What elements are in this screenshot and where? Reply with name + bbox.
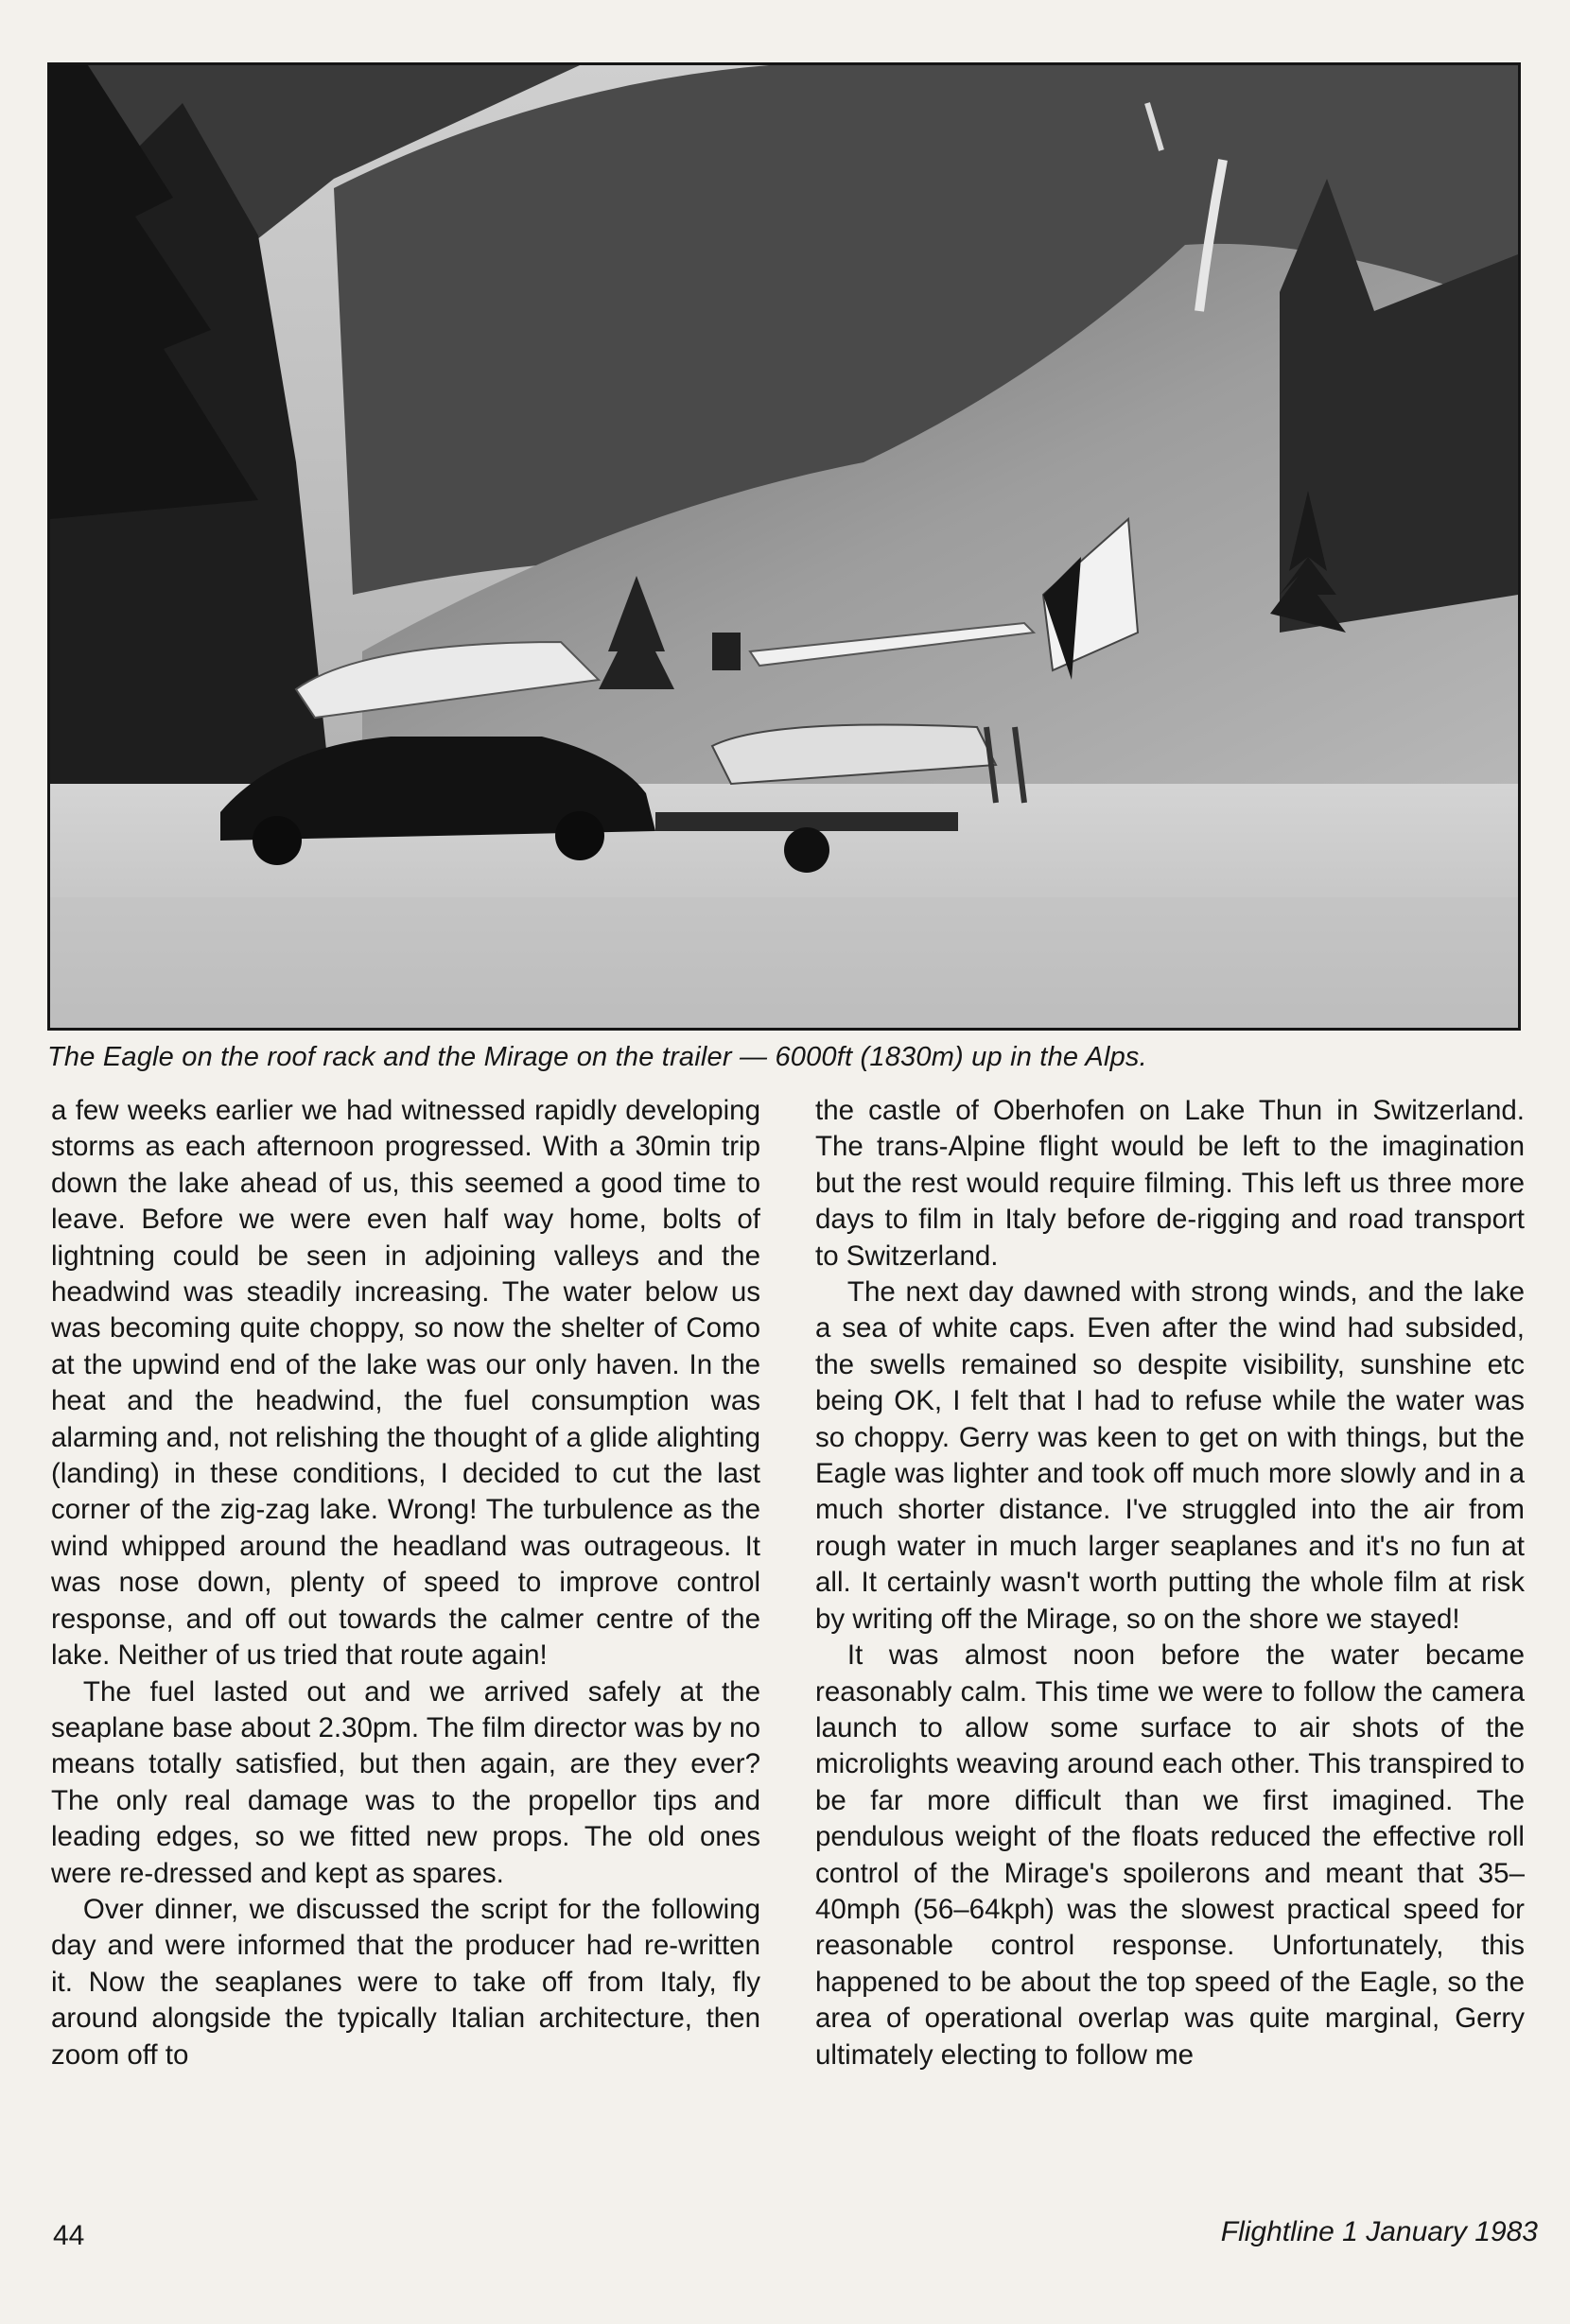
left-text-column	[51, 1093, 760, 2073]
paragraph: The fuel lasted out and we arrived safely at the seaplane base about 2.30pm. The film director was by no means totally satisfied, but then again, are they ever? The only real damage was to the propellor tips and leading edges, so we fitted new props. The old ones were re-dressed and kept as spares.	[51, 1675, 760, 1889]
paragraph: It was almost noon before the water became reasonably calm. This time we were to follow the camera launch to allow some surface to air shots of the microlights weaving around each other. This transpired to be far more difficult than we first imagined. The pendulous weight of the floats reduced the effective roll control of the Mirage's spoilerons and meant that 35–40mph (56–64kph) was the slowest practical speed for reasonable control response. Unfortunately, this happened to be about the top speed of the Eagle, so the area of operational overlap was quite marginal, Gerry ultimately electing to follow me	[815, 1639, 1525, 2071]
paragraph: Over dinner, we discussed the script for the following day and were informed that the producer had re-written it. Now the seaplanes were to take off from Italy, fly around alongside the typically Italian architecture, then zoom off to	[51, 1893, 760, 2071]
paragraph: The next day dawned with strong winds, and the lake a sea of white caps. Even after the wind had subsided, the swells remained so despite visibility, sunshine etc being OK, I felt that I had to refuse while the water was so choppy. Gerry was keen to get on with things, but the Eagle was lighter and took off much more slowly and in a much shorter distance. I've struggled into the air from rough water in much larger seaplanes and it's no fun at all. It certainly wasn't worth putting the whole film at risk by writing off the Mirage, so on the shore we stayed!	[815, 1276, 1525, 1635]
paragraph: the castle of Oberhofen on Lake Thun in Switzerland. The trans-Alpine flight would be left to the imagination but the rest would require filming. This left us three more days to film in Italy before de-rigging and road transport to Switzerland.	[815, 1095, 1525, 1272]
paragraph: a few weeks earlier we had witnessed rapidly developing storms as each afternoon progressed. With a 30min trip down the lake ahead of us, this seemed a good time to leave. Before we were even half way home, bolts of lightning could be seen in adjoining valleys and the headwind was steadily increasing. The water below us was becoming quite choppy, so now the shelter of Como at the upwind end of the lake was our only haven. In the heat and the headwind, the fuel consumption was alarming and, not relishing the thought of a glide alighting (landing) in these conditions, I decided to cut the last corner of the zig-zag lake. Wrong! The turbulence as the wind whipped around the headland was outrageous. It was nose down, plenty of speed to improve control response, and off out towards the calmer centre of the lake. Neither of us tried that route again!	[51, 1095, 760, 1672]
page-number: 44	[53, 2220, 85, 2251]
publication-footer: Flightline 1 January 1983	[1220, 2216, 1538, 2247]
right-text-column	[815, 1093, 1525, 2073]
alps-photo	[47, 62, 1521, 1031]
photo-scene	[50, 65, 1518, 1028]
photo-caption: The Eagle on the roof rack and the Mirage on the trailer — 6000ft (1830m) up in the Alps.	[47, 1042, 1147, 1072]
